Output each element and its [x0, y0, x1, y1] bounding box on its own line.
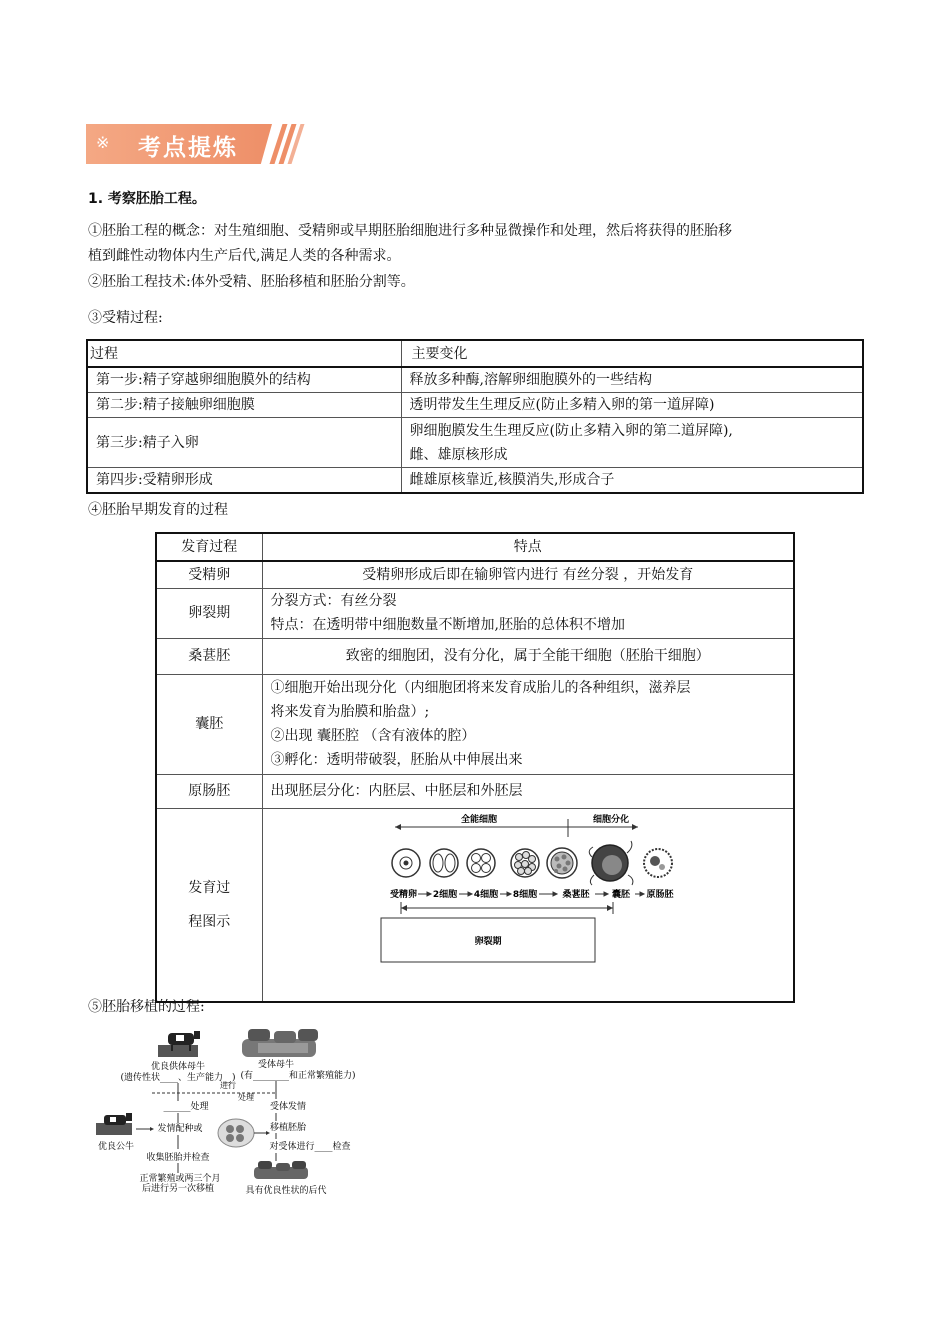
table-row [87, 418, 863, 468]
gastrula-icon [644, 849, 672, 877]
morula-icon [547, 848, 577, 878]
change-cell: 透明带发生生理反应(防止多精入卵的第一道屏障) [401, 393, 863, 418]
table-header-row [156, 533, 794, 561]
features-cell: 受精卵形成后即在输卵管内进行 有丝分裂 ，开始发育 [262, 561, 794, 588]
treat-label: 处理 [238, 1093, 254, 1102]
development-diagram-cell [262, 808, 794, 1002]
stage-label: 原肠胚 [645, 889, 674, 900]
feature-line: 将来发育为胎膜和胎盘）; [270, 704, 430, 720]
feature-line: ②出现 囊胚腔 （含有液体的腔） [270, 728, 476, 744]
header-cell: 发育过程 [156, 533, 262, 561]
features-cell: 出现胚层分化：内胚层、中胚层和外胚层 [262, 774, 794, 808]
features-cell: 致密的细胞团，没有分化，属于全能干细胞（胚胎干细胞） [262, 638, 794, 674]
arrow-head [607, 905, 613, 911]
change-cell: 释放多种酶,溶解卵细胞膜外的一些结构 [401, 367, 863, 393]
paragraph-fertilization-title: ③受精过程: [88, 310, 163, 326]
table-row [87, 468, 863, 494]
bull-label: 优良公牛 [97, 1142, 135, 1152]
table-row [156, 774, 794, 808]
repeat-line2: 后进行另一次移植 [141, 1184, 215, 1194]
recipient-estrus: 受体发情 [269, 1102, 307, 1112]
diagram-label-line: 程图示 [188, 913, 231, 930]
fertilization-table [86, 339, 864, 494]
feature-line: ③孵化：透明带破裂，胚胎从中伸展出来 [270, 752, 523, 768]
stage-label: 4细胞 [473, 889, 498, 900]
recipient-traits: (有________和正常繁殖能力) [240, 1071, 356, 1081]
stage-label: 8细胞 [512, 889, 537, 900]
paragraph-concept-line1: ①胚胎工程的概念：对生殖细胞、受精卵或早期胚胎细胞进行多种显微操作和处理，然后将获得的胚胎移 [88, 223, 732, 239]
header-cell: 过程 [87, 340, 401, 367]
stage-label: 囊胚 [611, 889, 630, 900]
diagram-label-line: 发育过 [188, 879, 231, 896]
step-cell: 第三步:精子入卵 [87, 418, 401, 468]
table-row [156, 561, 794, 588]
feature-line: 分裂方式：有丝分裂 [270, 593, 397, 609]
stage-label: 受精卵 [389, 889, 417, 900]
features-cell [262, 588, 794, 638]
donor-label: 优良供体母牛 [150, 1062, 206, 1072]
header-cell: 特点 [262, 533, 794, 561]
offspring-cows-icon [254, 1161, 308, 1179]
step-cell: 第一步:精子穿越卵细胞膜外的结构 [87, 367, 401, 393]
collect-label: 收集胚胎并检查 [146, 1153, 210, 1163]
recipient-label: 受体母牛 [257, 1060, 295, 1070]
paragraph-transfer-title: ⑤胚胎移植的过程: [88, 999, 205, 1015]
stage-cell: 受精卵 [156, 561, 262, 588]
change-line: 雌、雄原核形成 [409, 446, 508, 463]
stage-cell: 卵裂期 [156, 588, 262, 638]
label-totipotent: 全能细胞 [460, 814, 497, 825]
section-heading: 1. 考察胚胎工程。 [88, 191, 206, 207]
bull-icon [96, 1113, 132, 1135]
stage-label: 2细胞 [432, 889, 457, 900]
eight-cell-icon [511, 849, 539, 877]
table-header-row [87, 340, 863, 367]
step-cell: 第二步:精子接触卵细胞膜 [87, 393, 401, 418]
header-cell: 主要变化 [401, 340, 863, 367]
table-row [156, 588, 794, 638]
donor-treatment: ______处理 [163, 1102, 209, 1112]
label-differentiation: 细胞分化 [592, 814, 629, 825]
arrow-head [632, 824, 638, 830]
arrow-head [401, 905, 407, 911]
arrow-head [395, 824, 401, 830]
banner-symbol: ※ [96, 133, 110, 152]
stage-cell: 原肠胚 [156, 774, 262, 808]
stage-cell: 桑葚胚 [156, 638, 262, 674]
embryo-dish-icon [218, 1119, 254, 1147]
blastocyst-icon [589, 841, 633, 885]
offspring-label: 具有优良性状的后代 [245, 1186, 327, 1196]
check-label: 对受体进行____检查 [269, 1142, 351, 1152]
cleavage-label: 卵裂期 [473, 936, 502, 947]
change-line: 卵细胞膜发生生理反应(防止多精入卵的第二道屏障), [409, 422, 733, 439]
embryo-transfer-diagram [90, 1025, 400, 1205]
transplant-label: 移植胚胎 [269, 1123, 307, 1133]
table-row [156, 674, 794, 774]
features-cell [262, 674, 794, 774]
stage-label: 桑葚胚 [561, 889, 590, 900]
feature-line: 特点：在透明带中细胞数量不断增加,胚胎的总体积不增加 [270, 617, 625, 633]
development-table [155, 532, 795, 1003]
zygote-icon [392, 849, 420, 877]
banner-title: 考点提炼 [138, 134, 238, 161]
process-label: 进行 [220, 1081, 236, 1090]
table-row [156, 638, 794, 674]
paragraph-concept-line2: 植到雌性动物体内生产后代,满足人类的各种需求。 [88, 248, 401, 264]
change-cell [401, 418, 863, 468]
four-cell-icon [467, 849, 495, 877]
recipient-cows-icon [242, 1029, 318, 1057]
change-cell: 雌雄原核靠近,核膜消失,形成合子 [401, 468, 863, 494]
stage-cell: 囊胚 [156, 674, 262, 774]
donor-traits: (遗传性状____、生产能力__) [120, 1073, 236, 1083]
mating-label: 发情配种或 [157, 1124, 203, 1134]
paragraph-techniques: ②胚胎工程技术:体外受精、胚胎移植和胚胎分割等。 [88, 274, 415, 290]
section-banner [86, 124, 296, 166]
development-diagram [263, 809, 793, 993]
donor-cow-icon [158, 1031, 200, 1057]
arrow-head [150, 1127, 154, 1131]
table-row [87, 393, 863, 418]
feature-line: ①细胞开始出现分化（内细胞团将来发育成胎儿的各种组织，滋养层 [270, 680, 691, 696]
two-cell-icon [430, 849, 458, 877]
repeat-line1: 正常繁殖或两三个月 [139, 1174, 221, 1184]
step-cell: 第四步:受精卵形成 [87, 468, 401, 494]
table-row [87, 367, 863, 393]
paragraph-development-title: ④胚胎早期发育的过程 [88, 502, 228, 518]
stage-cell [156, 808, 262, 1002]
table-row [156, 808, 794, 1002]
